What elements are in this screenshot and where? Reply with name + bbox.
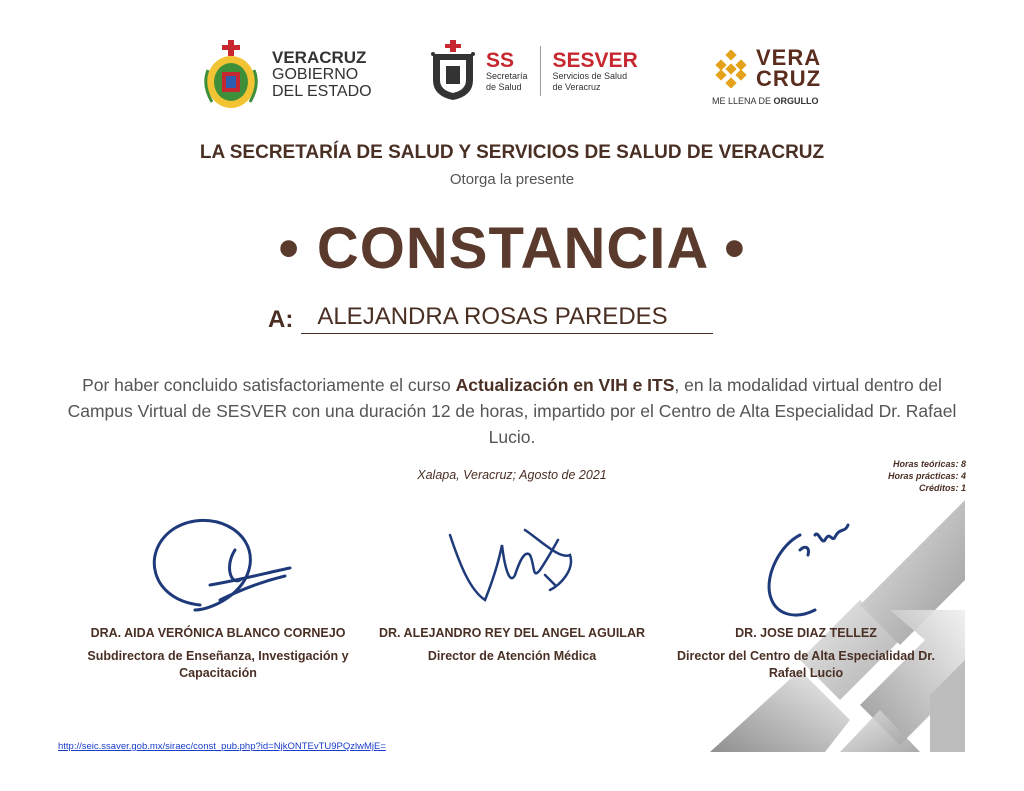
signer-3-name: DR. JOSE DIAZ TELLEZ (735, 626, 877, 640)
sesver-line2: de Veracruz (552, 81, 601, 92)
ss-abbr: SS (486, 49, 515, 73)
veracruz-title: VERACRUZ (272, 48, 367, 68)
course-name: Actualización en VIH e ITS (455, 375, 675, 395)
signer-1-role-line1: Subdirectora de Enseñanza, Investigación y (87, 649, 349, 663)
place-date: Xalapa, Veracruz; Agosto de 2021 (417, 468, 607, 482)
health-shield-icon (428, 40, 478, 102)
issuer-subtitle: Otorga la presente (449, 171, 575, 188)
ss-line2: de Salud (486, 81, 522, 92)
credits: Créditos: 1 (918, 483, 966, 493)
vera-text: VERA (756, 45, 822, 70)
body-part2: , en la modalidad virtual dentro del Campus Virtual de SESVER con una duración 12 de horas, impartido por el Centro de Alta Especialidad Dr. Rafael Lucio. (67, 375, 957, 447)
signature-2 (440, 515, 590, 615)
signature-3 (760, 515, 860, 625)
hours-summary (888, 458, 966, 494)
tagline-bold: ORGULLO (773, 95, 819, 106)
recipient-label: A: (268, 306, 294, 333)
signer-1-role (68, 648, 368, 682)
veracruz-gobierno-logo (200, 40, 372, 110)
certificate-title: • CONSTANCIA • (278, 216, 746, 281)
gobierno-text: GOBIERNO (272, 66, 359, 84)
signer-1-role-line2: Capacitación (179, 666, 257, 680)
signer-2-role-line1: Director de Atención Médica (427, 649, 597, 663)
hours-theory: Horas teóricas: 8 (892, 459, 966, 469)
signer-3-role (656, 648, 956, 682)
signer-3-role-line1: Director del Centro de Alta Especialidad Dr. (677, 649, 935, 663)
logo-divider (540, 46, 541, 96)
signer-3-role-line2: Rafael Lucio (768, 666, 844, 680)
body-part1: Por haber concluido satisfactoriamente el curso (82, 375, 456, 395)
veracruz-tagline (712, 96, 819, 106)
signature-1 (140, 510, 300, 620)
signer-2-role (362, 648, 662, 665)
recipient-name: ALEJANDRA ROSAS PAREDES (301, 303, 713, 334)
del-estado-text: DEL ESTADO (272, 82, 372, 100)
sesver-line1: Servicios de Salud (552, 71, 628, 82)
veracruz-brand-logo (712, 45, 822, 106)
signer-1-name: DRA. AIDA VERÓNICA BLANCO CORNEJO (90, 626, 346, 640)
ss-line1: Secretaría (486, 71, 528, 82)
coat-of-arms-icon (200, 40, 262, 110)
issuer-heading: LA SECRETARÍA DE SALUD Y SERVICIOS DE SALUD DE VERACRUZ (199, 142, 825, 163)
ss-sesver-logo (428, 40, 638, 102)
tagline-prefix: ME LLENA DE (712, 95, 774, 106)
sesver-abbr: SESVER (552, 49, 638, 73)
veracruz-pattern-icon (712, 50, 750, 88)
certificate-body (50, 372, 974, 450)
recipient-line (268, 303, 713, 334)
cruz-text: CRUZ (756, 65, 822, 91)
signer-2-name: DR. ALEJANDRO REY DEL ANGEL AGUILAR (379, 626, 645, 640)
hours-practice: Horas prácticas: 4 (887, 471, 966, 481)
verification-link[interactable]: http://seic.ssaver.gob.mx/siraec/const_pub.php?id=NjkONTEvTU9PQzlwMjE= (58, 741, 386, 752)
